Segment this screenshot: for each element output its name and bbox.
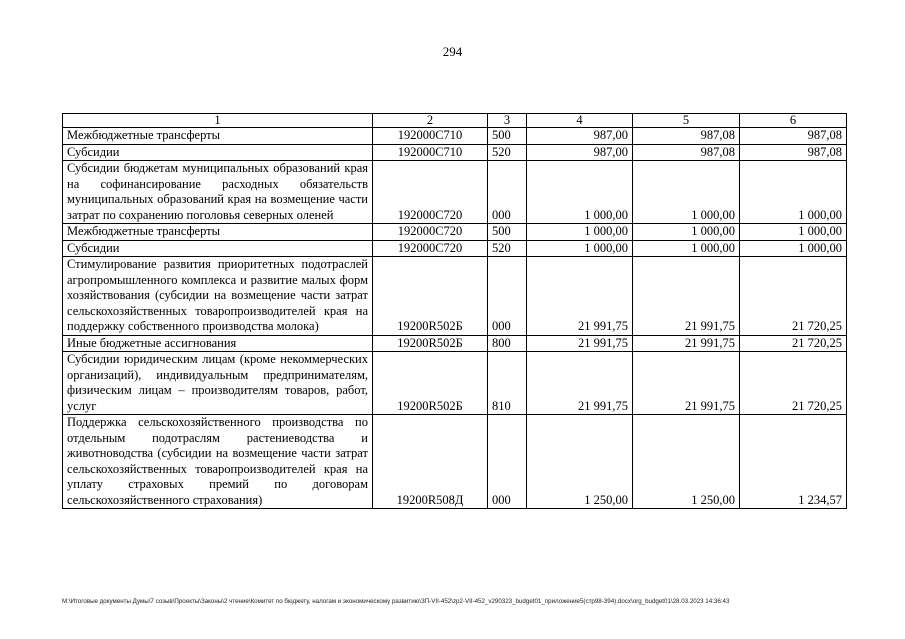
row-code-cell: 192000С720 — [373, 224, 488, 241]
row-type-cell: 810 — [488, 352, 527, 415]
row-value-cell: 1 000,00 — [633, 161, 740, 224]
table-row — [63, 224, 847, 241]
row-value-cell: 1 000,00 — [633, 224, 740, 241]
row-name-cell: Поддержка сельскохозяйственного производства по отдельным подотраслям растениеводства и животноводства (субсидии на возмещение части затрат сельскохозяйственных товаропроизводителей края на уплату страховых премий по договорам сельскохозяйственного страхования) — [63, 415, 373, 509]
row-value-cell: 1 000,00 — [527, 161, 633, 224]
row-name-cell: Межбюджетные трансферты — [63, 128, 373, 145]
row-name-cell: Субсидии — [63, 144, 373, 161]
row-value-cell: 987,00 — [527, 144, 633, 161]
table-row — [63, 144, 847, 161]
row-code-cell: 192000С720 — [373, 161, 488, 224]
table-row — [63, 240, 847, 257]
table-row — [63, 128, 847, 145]
row-name-cell: Иные бюджетные ассигнования — [63, 335, 373, 352]
file-path-footer: M:\Итоговые документы Думы\7 созыв\Проекты\Законы\2 чтение\Комитет по бюджету, налогам и экономическому развитию\ЗП-VII-452\zp2-VII-452_v290323_budget01_приложение5(стр98-394).docx\org_budget01\28.03.2023 14:36:43 — [62, 598, 730, 605]
row-type-cell: 000 — [488, 161, 527, 224]
row-value-cell: 1 000,00 — [633, 240, 740, 257]
row-code-cell: 19200R508Д — [373, 415, 488, 509]
row-value-cell: 1 250,00 — [527, 415, 633, 509]
row-type-cell: 800 — [488, 335, 527, 352]
row-code-cell: 19200R502Б — [373, 335, 488, 352]
budget-table — [62, 113, 847, 509]
row-name-cell: Субсидии — [63, 240, 373, 257]
page-number: 294 — [442, 44, 463, 59]
row-name-cell: Стимулирование развития приоритетных подотраслей агропромышленного комплекса и развитие малых форм хозяйствования (субсидии на возмещение части затрат сельскохозяйственных товаропроизводителей края на поддержку собственного производства молока) — [63, 257, 373, 336]
column-header: 4 — [527, 114, 633, 128]
row-value-cell: 1 000,00 — [527, 224, 633, 241]
table-row — [63, 352, 847, 415]
column-header: 1 — [63, 114, 373, 128]
row-value-cell: 21 991,75 — [527, 257, 633, 336]
table-row — [63, 335, 847, 352]
row-value-cell: 21 991,75 — [633, 257, 740, 336]
column-header: 6 — [740, 114, 847, 128]
row-type-cell: 520 — [488, 144, 527, 161]
row-value-cell: 987,08 — [633, 144, 740, 161]
table-header-row — [63, 114, 847, 128]
row-value-cell: 1 000,00 — [740, 224, 847, 241]
row-value-cell: 21 991,75 — [527, 335, 633, 352]
row-code-cell: 192000С710 — [373, 128, 488, 145]
row-type-cell: 520 — [488, 240, 527, 257]
row-value-cell: 21 991,75 — [633, 335, 740, 352]
row-value-cell: 21 991,75 — [633, 352, 740, 415]
row-code-cell: 19200R502Б — [373, 352, 488, 415]
column-header: 2 — [373, 114, 488, 128]
row-value-cell: 1 000,00 — [527, 240, 633, 257]
column-header: 3 — [488, 114, 527, 128]
row-type-cell: 000 — [488, 257, 527, 336]
row-value-cell: 1 250,00 — [633, 415, 740, 509]
row-name-cell: Субсидии бюджетам муниципальных образований края на софинансирование расходных обязательств муниципальных образований края на возмещение части затрат по сохранению поголовья северных оленей — [63, 161, 373, 224]
column-header: 5 — [633, 114, 740, 128]
row-code-cell: 19200R502Б — [373, 257, 488, 336]
row-value-cell: 1 000,00 — [740, 161, 847, 224]
row-type-cell: 500 — [488, 128, 527, 145]
row-type-cell: 500 — [488, 224, 527, 241]
row-code-cell: 192000С710 — [373, 144, 488, 161]
row-value-cell: 1 000,00 — [740, 240, 847, 257]
row-name-cell: Межбюджетные трансферты — [63, 224, 373, 241]
row-value-cell: 1 234,57 — [740, 415, 847, 509]
row-value-cell: 987,08 — [740, 128, 847, 145]
row-type-cell: 000 — [488, 415, 527, 509]
table-row — [63, 161, 847, 224]
row-value-cell: 987,00 — [527, 128, 633, 145]
row-code-cell: 192000С720 — [373, 240, 488, 257]
row-value-cell: 21 991,75 — [527, 352, 633, 415]
row-value-cell: 987,08 — [740, 144, 847, 161]
row-value-cell: 987,08 — [633, 128, 740, 145]
row-name-cell: Субсидии юридическим лицам (кроме некоммерческих организаций), индивидуальным предпринимателям, физическим лицам – производителям товаров, работ, услуг — [63, 352, 373, 415]
table-row — [63, 415, 847, 509]
row-value-cell: 21 720,25 — [740, 257, 847, 336]
row-value-cell: 21 720,25 — [740, 335, 847, 352]
row-value-cell: 21 720,25 — [740, 352, 847, 415]
table-row — [63, 257, 847, 336]
